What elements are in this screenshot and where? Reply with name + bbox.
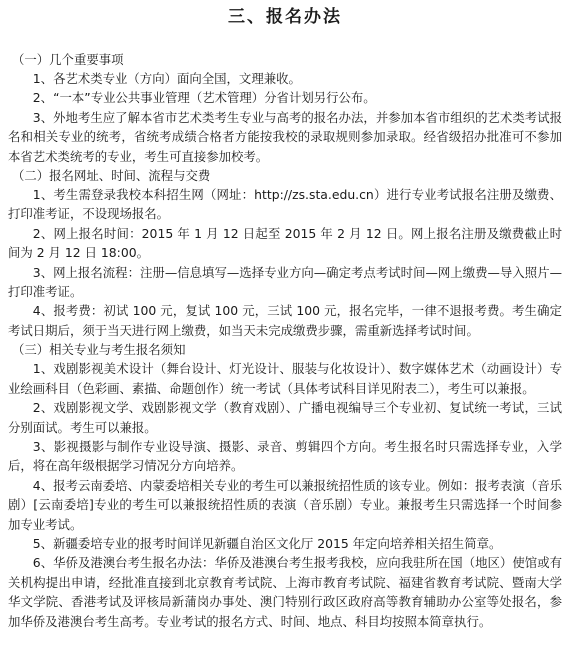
- paragraph: 1、戏剧影视美术设计（舞台设计、灯光设计、服装与化妆设计）、数字媒体艺术（动画设计）专业绘画科目（色彩画、素描、命题创作）统一考试（具体考试科目详见附表二），考生可以兼报。: [8, 361, 562, 396]
- section-1: [8, 50, 562, 166]
- paragraph: 3、影视摄影与制作专业设导演、摄影、录音、剪辑四个方向。考生报名时只需选择专业，入学后，将在高年级根据学习情况分方向培养。: [8, 438, 562, 474]
- document-page: [0, 4, 568, 666]
- paragraph: 4、报考费：初试 100 元，复试 100 元，三试 100 元，报名完毕，一律不退报考费。考生确定考试日期后，须于当天进行网上缴费，如当天未完成缴费步骤，需重新选择考试时间。: [8, 303, 562, 338]
- section-heading: （二）报名网址、时间、流程与交费: [12, 168, 211, 184]
- paragraph: 2、“一本”专业公共事业管理（艺术管理）分省计划另行公布。: [32, 90, 376, 106]
- paragraph: 3、外地考生应了解本省市艺术类考生专业与高考的报名办法，并参加本省市组织的艺术类考试报名和相关专业的统考，省统考成绩合格者方能按我校的录取规则参加录取。经省级招办批准可不参加本省艺术类统考的专业，考生可直接参加校考。: [8, 109, 562, 164]
- paragraph: 6、华侨及港澳台考生报名办法：华侨及港澳台考生报考我校，应向我驻所在国（地区）使馆或有关机构提出申请，经批准直接到北京教育考试院、上海市教育考试院、福建省教育考试院、暨南大学华文学院、香港考试及评核局新蒲岗办事处、澳门特别行政区政府高等教育辅助办公室等处报名，参加华侨及港澳台考生高考。专业考试的报名方式、时间、地点、科目均按照本简章执行。: [8, 555, 562, 629]
- paragraph: 1、各艺术类专业（方向）面向全国，文理兼收。: [32, 71, 301, 86]
- paragraph: 3、网上报名流程：注册—信息填写—选择专业方向—确定考点考试时间—网上缴费—导入照片—打印准考证。: [8, 264, 562, 300]
- paragraph: 1、考生需登录我校本科招生网（网址：http://zs.sta.edu.cn）进行专业考试报名注册及缴费、打印准考证，不设现场报名。: [8, 187, 562, 222]
- section-3: [8, 340, 562, 631]
- paragraph: 2、戏剧影视文学、戏剧影视文学（教育戏剧）、广播电视编导三个专业初、复试统一考试，三试分别面试。考生可以兼报。: [8, 400, 562, 435]
- paragraph: 5、新疆委培专业的报考时间详见新疆自治区文化厅 2015 年定向培养相关招生简章。: [32, 535, 502, 551]
- section-2: [8, 166, 562, 340]
- section-heading: （一）几个重要事项: [12, 52, 124, 67]
- page-title: 三、报名办法: [228, 7, 342, 27]
- section-heading: （三）相关专业与考生报名须知: [12, 342, 186, 358]
- paragraph: 2、网上报名时间：2015 年 1 月 12 日起至 2015 年 2 月 12 日。网上报名注册及缴费截止时间为 2 月 12 日 18:00。: [8, 225, 562, 261]
- paragraph: 4、报考云南委培、内蒙委培相关专业的考生可以兼报统招性质的该专业。例如：报考表演（音乐剧）[云南委培]专业的考生可以兼报统招性质的表演（音乐剧）专业。兼报考生只需选择一个时间参加专业考试。: [8, 477, 562, 532]
